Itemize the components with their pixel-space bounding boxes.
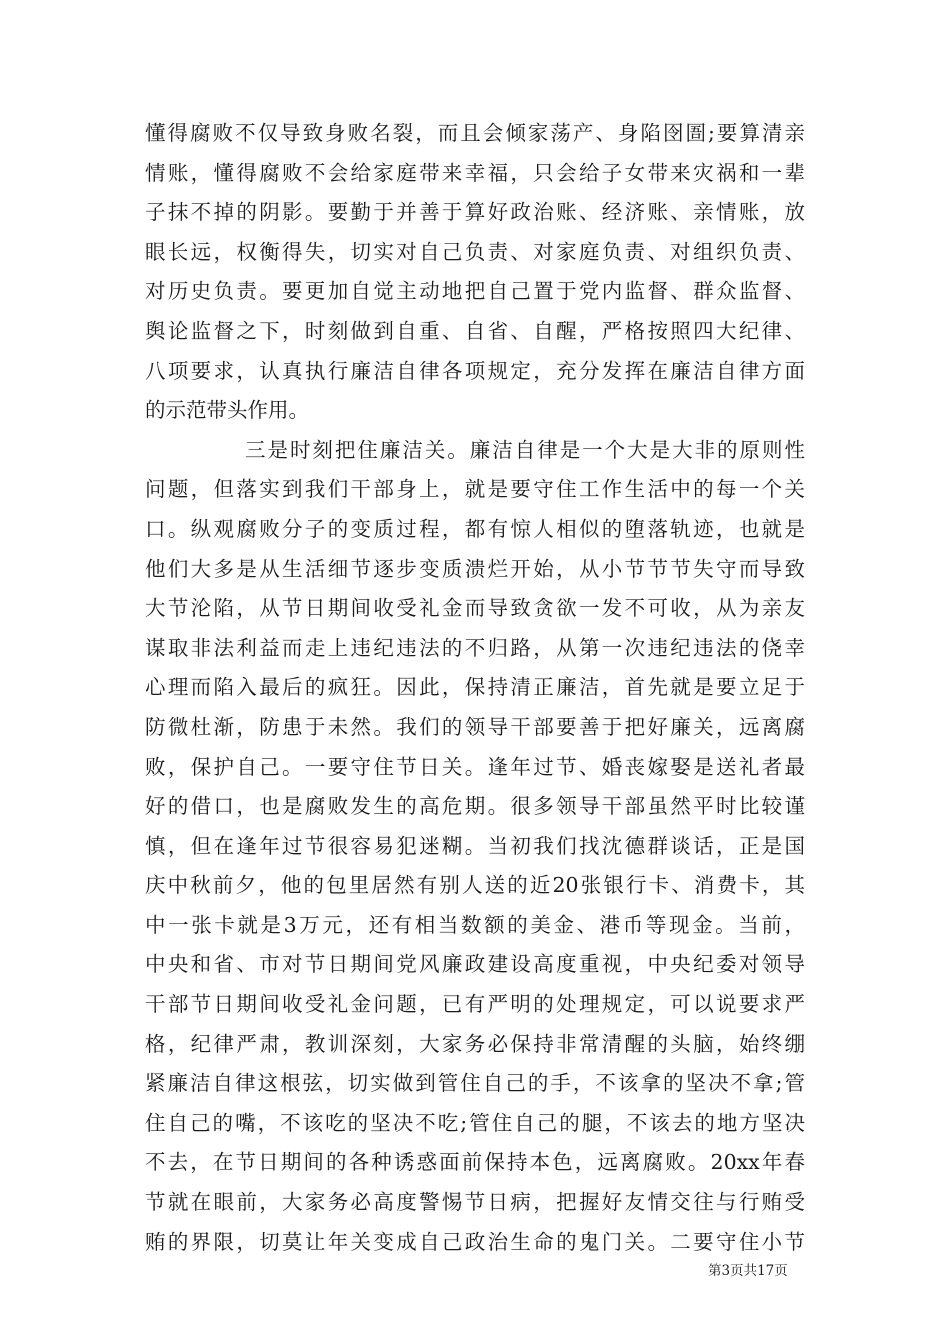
body-text	[145, 114, 805, 1262]
text-line: 他们大多是从生活细节逐步变质溃烂开始，从小节节节失守而导致	[145, 556, 805, 581]
text-line: 谋取非法利益而走上违纪违法的不归路，从第一次违纪违法的侥幸	[145, 635, 805, 660]
text-line: 心理而陷入最后的疯狂。因此，保持清正廉洁，首先就是要立足于	[145, 675, 805, 700]
text-line: 口。纵观腐败分子的变质过程，都有惊人相似的堕落轨迹，也就是	[145, 516, 805, 541]
text-line: 情账，懂得腐败不会给家庭带来幸福，只会给子女带来灾祸和一辈	[145, 160, 805, 185]
text-line: 眼长远，权衡得失，切实对自己负责、对家庭负责、对组织负责、	[145, 239, 805, 264]
text-line: 大节沦陷，从节日期间收受礼金而导致贪欲一发不可收，从为亲友	[145, 596, 805, 621]
text-line: 舆论监督之下，时刻做到自重、自省、自醒，严格按照四大纪律、	[145, 318, 805, 343]
page-number: 第3页共17页	[708, 1263, 788, 1279]
text-line: 住自己的嘴，不该吃的坚决不吃;管住自己的腿，不该去的地方坚决	[145, 1110, 805, 1135]
text-line: 子抹不掉的阴影。要勤于并善于算好政治账、经济账、亲情账，放	[145, 200, 805, 225]
text-line: 的示范带头作用。	[145, 398, 309, 423]
text-line: 中央和省、市对节日期间党风廉政建设高度重视，中央纪委对领导	[145, 952, 805, 977]
text-line: 节就在眼前，大家务必高度警惕节日病，把握好友情交往与行贿受	[145, 1190, 805, 1215]
text-line: 慎，但在逢年过节很容易犯迷糊。当初我们找沈德群谈话，正是国	[145, 833, 805, 858]
text-line: 庆中秋前夕，他的包里居然有别人送的近20张银行卡、消费卡，其	[145, 873, 805, 898]
text-line: 贿的界限，切莫让年关变成自己政治生命的鬼门关。二要守住小节	[145, 1229, 805, 1254]
paragraph-1	[145, 114, 805, 431]
text-line: 懂得腐败不仅导致身败名裂，而且会倾家荡产、身陷囹圄;要算清亲	[145, 121, 805, 145]
text-line: 好的借口，也是腐败发生的高危期。很多领导干部虽然平时比较谨	[145, 794, 805, 819]
text-line: 防微杜渐，防患于未然。我们的领导干部要善于把好廉关，远离腐	[145, 714, 805, 739]
text-line: 败，保护自己。一要守住节日关。逢年过节、婚丧嫁娶是送礼者最	[145, 754, 805, 779]
text-line: 三是时刻把住廉洁关。廉洁自律是一个大是大非的原则性	[245, 437, 805, 462]
text-line: 紧廉洁自律这根弦，切实做到管住自己的手，不该拿的坚决不拿;管	[145, 1071, 805, 1096]
text-line: 问题，但落实到我们干部身上，就是要守住工作生活中的每一个关	[145, 477, 805, 502]
text-line: 干部节日期间收受礼金问题，已有严明的处理规定，可以说要求严	[145, 992, 805, 1017]
text-line: 中一张卡就是3万元，还有相当数额的美金、港币等现金。当前，	[145, 912, 805, 937]
text-line: 对历史负责。要更加自觉主动地把自己置于党内监督、群众监督、	[145, 279, 805, 304]
text-line: 格，纪律严肃，教训深刻，大家务必保持非常清醒的头脑，始终绷	[145, 1031, 805, 1056]
text-line: 不去，在节日期间的各种诱惑面前保持本色，远离腐败。20xx年春	[145, 1150, 805, 1175]
paragraph-2	[145, 431, 805, 1262]
text-line: 八项要求，认真执行廉洁自律各项规定，充分发挥在廉洁自律方面	[145, 358, 805, 383]
